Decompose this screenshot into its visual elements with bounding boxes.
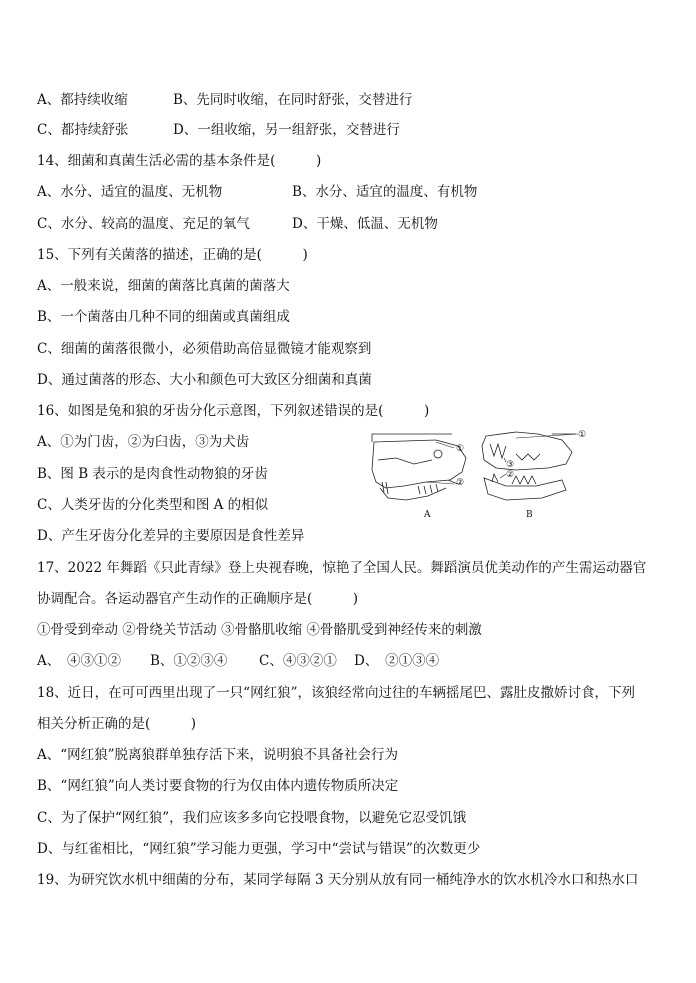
q16-option-d: D、产生牙齿分化差异的主要原因是食性差异 (37, 528, 305, 544)
wolf-skull-diagram (482, 432, 576, 500)
q17-stem-line1: 17、2022 年舞蹈《只此青绿》登上央视春晚，惊艳了全国人民。舞蹈演员优美动作的产生需运动器官 (37, 560, 647, 576)
figure-marker-3-b: ③ (506, 460, 515, 470)
q15-option-c: C、细菌的菌落很微小，必须借助高倍显微镜才能观察到 (37, 341, 372, 357)
q18-option-a: A、“网红狼”脱离狼群单独存活下来，说明狼不具备社会行为 (37, 747, 399, 763)
figure-label-b: B (526, 510, 533, 520)
q14-option-c: C、水分、较高的温度、充足的氧气 (37, 216, 250, 232)
figure-marker-1-a: ① (456, 444, 465, 454)
q17-option-a: A、 ④③①② (37, 653, 121, 669)
q18-stem-line2: 相关分析正确的是( ) (37, 716, 197, 732)
figure-marker-1-b: ① (578, 430, 587, 440)
q14-option-b: B、水分、适宜的温度、有机物 (292, 184, 478, 200)
q15-option-a: A、一般来说，细菌的菌落比真菌的菌落大 (37, 278, 290, 294)
teeth-diagram-svg (366, 430, 588, 526)
rabbit-skull-diagram (372, 434, 466, 500)
q16-option-a: A、①为门齿，②为臼齿，③为犬齿 (37, 434, 250, 450)
q17-option-d: D、 ②①③④ (354, 653, 440, 669)
q14-option-d: D、干燥、低温、无机物 (292, 216, 438, 232)
q14-stem: 14、细菌和真菌生活必需的基本条件是( ) (37, 153, 322, 169)
q15-option-b: B、一个菌落由几种不同的细菌或真菌组成 (37, 309, 290, 325)
figure-marker-2-a: ② (456, 478, 465, 488)
q14-option-a: A、水分、适宜的温度、无机物 (37, 184, 223, 200)
q16-option-c: C、人类牙齿的分化类型和图 A 的相似 (37, 497, 269, 513)
q19-stem-line1: 19、为研究饮水机中细菌的分布，某同学每隔 3 天分别从放有同一桶纯净水的饮水机冷水口和热水口 (37, 872, 639, 888)
q13-option-d: D、一组收缩，另一组舒张，交替进行 (173, 122, 400, 138)
q13-option-a: A、都持续收缩 (37, 92, 128, 108)
q17-steps: ①骨受到牵动 ②骨绕关节活动 ③骨骼肌收缩 ④骨骼肌受到神经传来的刺激 (37, 622, 482, 638)
q18-option-b: B、“网红狼”向人类讨要食物的行为仅由体内遗传物质所决定 (37, 778, 399, 794)
q16-option-b: B、图 B 表示的是肉食性动物狼的牙齿 (37, 466, 268, 482)
q18-option-d: D、与红雀相比，“网红狼”学习能力更强，学习中“尝试与错误”的次数更少 (37, 841, 481, 857)
q17-option-c: C、④③②① (259, 653, 337, 669)
q15-option-d: D、通过菌落的形态、大小和颜色可大致区分细菌和真菌 (37, 372, 372, 388)
teeth-diagram-figure (366, 430, 588, 526)
figure-label-a: A (424, 510, 431, 520)
q17-stem-line2: 协调配合。各运动器官产生动作的正确顺序是( ) (37, 591, 359, 607)
q16-stem: 16、如图是兔和狼的牙齿分化示意图，下列叙述错误的是( ) (37, 403, 430, 419)
figure-marker-2-b: ② (506, 470, 515, 480)
q13-option-c: C、都持续舒张 (37, 122, 129, 138)
q13-option-b: B、先同时收缩，在同时舒张，交替进行 (173, 92, 413, 108)
q18-option-c: C、为了保护“网红狼”，我们应该多多向它投喂食物，以避免它忍受饥饿 (37, 810, 467, 826)
q15-stem: 15、下列有关菌落的描述，正确的是( ) (37, 247, 308, 263)
q18-stem-line1: 18、近日，在可可西里出现了一只“网红狼”，该狼经常向过往的车辆摇尾巴、露肚皮撒娇讨食，下列 (37, 685, 635, 701)
q17-option-b: B、①②③④ (150, 653, 228, 669)
